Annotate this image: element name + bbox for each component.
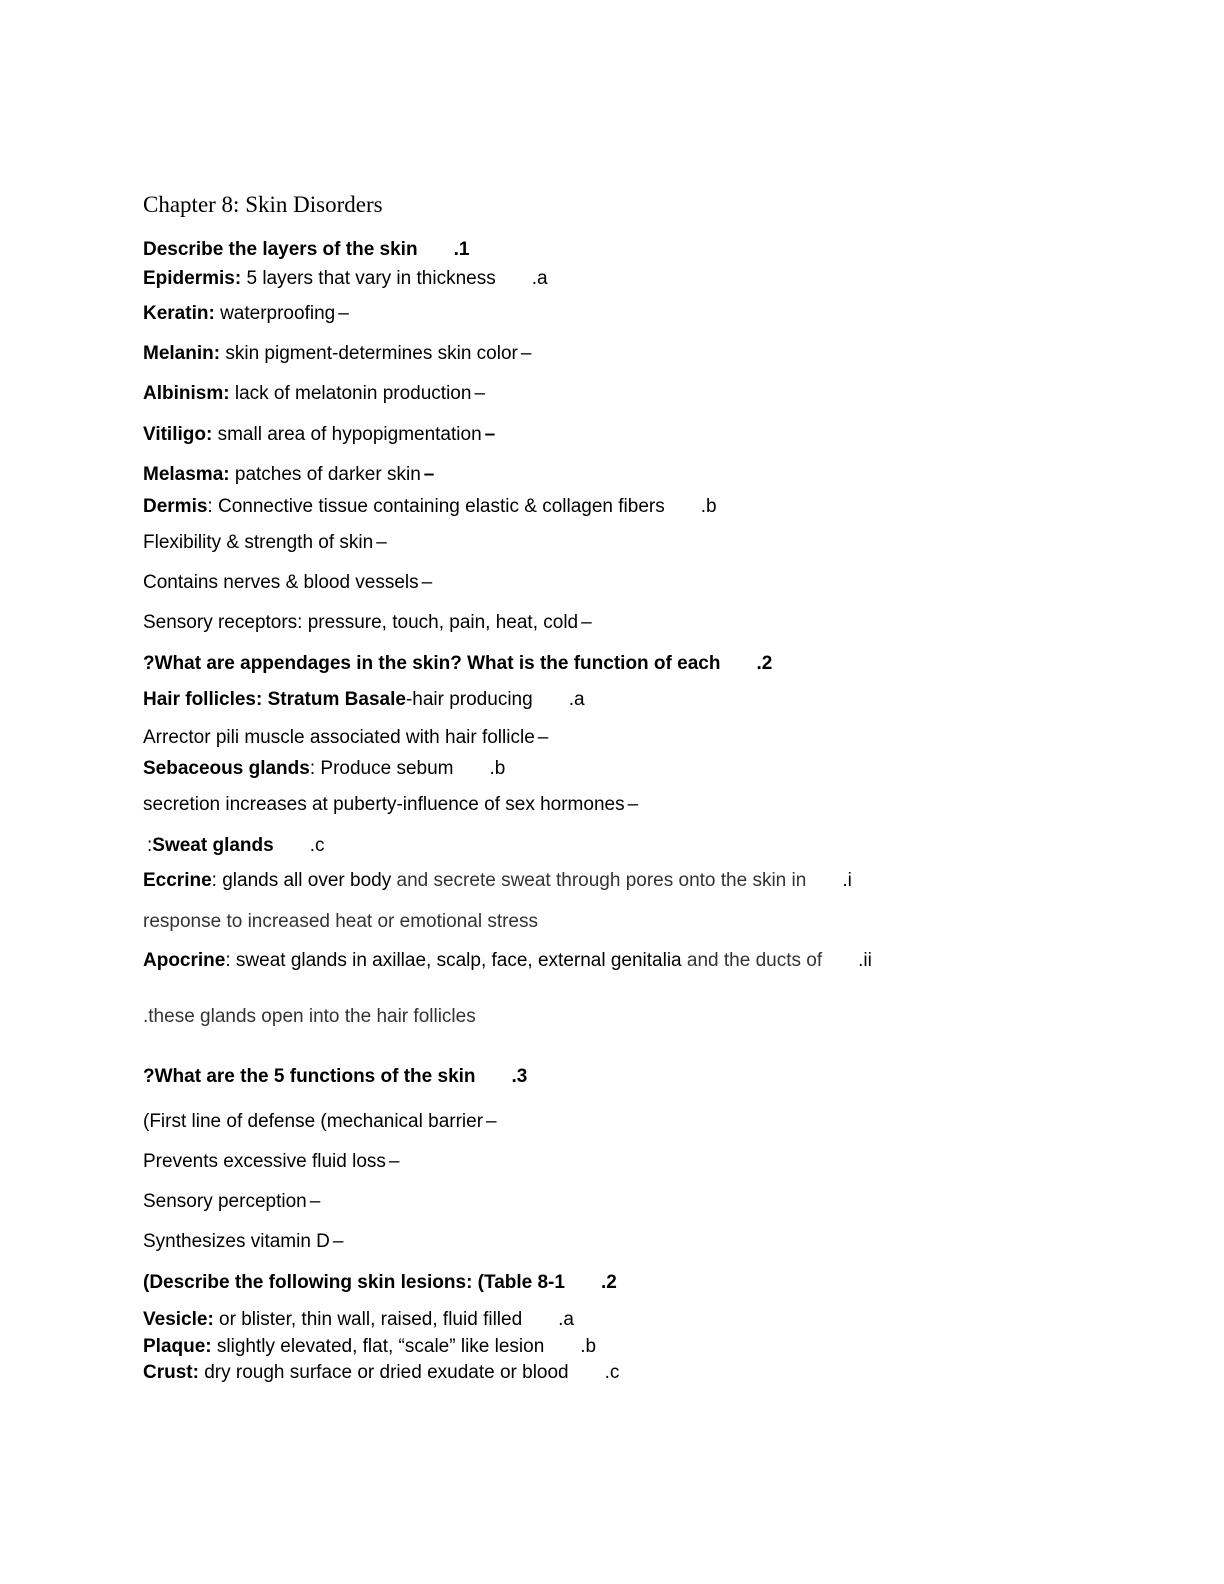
dermis-number: .b [700,496,717,517]
nerves-text: Contains nerves & blood vessels [143,572,419,593]
melasma-desc: patches of darker skin [229,464,421,485]
bullet-dash: – [338,303,349,324]
sub-item-sensory [143,612,592,634]
sensory-text: Sensory receptors: pressure, touch, pain, heat, cold [143,612,579,633]
term-hair-follicles: Hair follicles: Stratum Basale [143,689,406,710]
lesion-plaque [143,1336,596,1358]
eccrine-number: .i [842,870,852,891]
item-sebaceous [143,758,505,780]
item-epidermis [143,268,548,290]
vesicle-desc: or blister, thin wall, raised, fluid filled [213,1309,523,1330]
secretion-text: secretion increases at puberty-influence of sex hormones [143,794,625,815]
function-item [143,1111,497,1133]
function-text: (First line of defense (mechanical barrier [143,1111,484,1132]
melanin-desc: skin pigment-determines skin color [220,343,518,364]
crust-desc: dry rough surface or dried exudate or blood [198,1362,569,1383]
function-text: Prevents excessive fluid loss [143,1151,386,1172]
question-2 [143,653,772,675]
eccrine-desc: : glands all over body [211,870,392,891]
term-apocrine: Apocrine [143,950,226,971]
hair-follicles-number: .a [568,689,585,710]
term-albinism: Albinism: [143,383,230,404]
plaque-number: .b [580,1336,597,1357]
item-hair-follicles [143,689,585,711]
term-melasma: Melasma: [143,464,230,485]
term-vesicle: Vesicle: [143,1309,214,1330]
sebaceous-desc: : Produce sebum [309,758,454,779]
bullet-dash: – [332,1231,344,1252]
item-dermis [143,496,717,518]
sweat-number: .c [309,835,325,856]
term-plaque: Plaque: [143,1336,212,1357]
lesion-vesicle [143,1309,574,1331]
arrector-text: Arrector pili muscle associated with hair follicle [143,727,535,748]
item-apocrine [143,950,872,972]
question-1 [143,239,469,261]
sub-item-melanin [143,343,531,365]
term-keratin: Keratin: [143,303,215,324]
chapter-title: Chapter 8: Skin Disorders [143,192,383,217]
vesicle-number: .a [558,1309,575,1330]
bullet-dash: – [421,572,433,593]
lesion-crust [143,1362,619,1384]
term-dermis: Dermis [143,496,208,517]
sub-item-secretion [143,794,638,816]
hair-follicles-desc: -hair producing [405,689,533,710]
question-4-text: (Describe the following skin lesions: (Table 8-1 [143,1272,565,1293]
function-text: Synthesizes vitamin D [143,1231,330,1252]
vitiligo-desc: small area of hypopigmentation [212,424,482,445]
sub-item-arrector [143,727,548,749]
apocrine-desc: : sweat glands in axillae, scalp, face, external genitalia [225,950,682,971]
sub-item-albinism [143,383,485,405]
term-melanin: Melanin: [143,343,221,364]
term-sebaceous: Sebaceous glands [143,758,310,779]
function-item [143,1151,399,1173]
sub-item-melasma [143,464,434,486]
question-3-number: .3 [511,1066,528,1087]
eccrine-desc-cont: and secrete sweat through pores onto the skin in [391,870,807,891]
sebaceous-number: .b [489,758,506,779]
term-eccrine: Eccrine [143,870,212,891]
epidermis-desc: 5 layers that vary in thickness [241,268,496,289]
apocrine-continuation: .these glands open into the hair follicles [143,1006,476,1027]
crust-number: .c [604,1362,620,1383]
bullet-dash: – [423,464,435,485]
term-sweat-glands: Sweat glands [152,835,274,856]
question-1-text: Describe the layers of the skin [143,239,418,260]
epidermis-number: .a [531,268,548,289]
question-4 [143,1272,617,1294]
question-3 [143,1066,527,1088]
term-epidermis: Epidermis: [143,268,242,289]
apocrine-desc-cont: and the ducts of [681,950,823,971]
albinism-desc: lack of melatonin production [229,383,472,404]
sub-item-nerves [143,572,432,594]
bullet-dash: – [581,612,592,633]
question-4-number: .2 [600,1272,617,1293]
item-sweat-glands [147,835,324,857]
function-item [143,1231,343,1253]
flexibility-text: Flexibility & strength of skin [143,532,374,553]
bullet-dash: – [388,1151,400,1172]
function-text: Sensory perception [143,1191,307,1212]
plaque-desc: slightly elevated, flat, “scale” like lesion [211,1336,545,1357]
term-crust: Crust: [143,1362,199,1383]
item-eccrine [143,870,852,892]
question-2-text: ?What are appendages in the skin? What is the function of each [143,653,721,674]
apocrine-number: .ii [858,950,872,971]
bullet-dash: – [484,424,496,445]
question-3-text: ?What are the 5 functions of the skin [143,1066,476,1087]
bullet-dash: – [486,1111,497,1132]
question-2-number: .2 [756,653,773,674]
dermis-desc: : Connective tissue containing elastic & collagen fibers [207,496,665,517]
term-vitiligo: Vitiligo: [143,424,213,445]
bullet-dash: – [309,1191,321,1212]
keratin-desc: waterproofing [214,303,336,324]
bullet-dash: – [474,383,486,404]
sweat-prefix: : [147,835,153,856]
sub-item-keratin [143,303,349,325]
bullet-dash: – [376,532,387,553]
question-1-number: .1 [453,239,470,260]
sub-item-flexibility [143,532,387,554]
sub-item-vitiligo [143,424,495,446]
bullet-dash: – [627,794,639,815]
eccrine-continuation: response to increased heat or emotional stress [143,911,538,932]
function-item [143,1191,320,1213]
bullet-dash: – [537,727,549,748]
bullet-dash: – [520,343,532,364]
